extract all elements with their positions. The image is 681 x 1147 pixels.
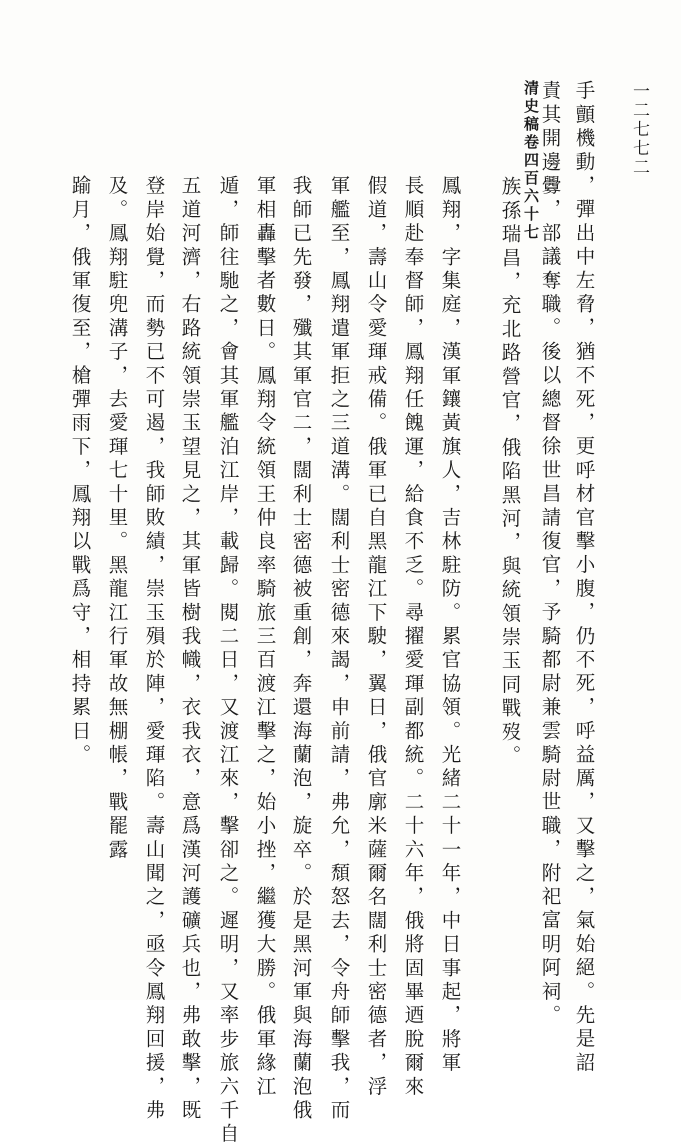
- text-column: 五道河濟，右路統領崇玉望見之，其軍皆樹我幟，衣我衣，意爲漢河護礦兵也，弗敢擊，既: [178, 175, 202, 1123]
- running-header: 清史稿卷四百六十七: [522, 80, 540, 242]
- text-column: 軍相轟擊者數日。鳳翔令統領王仲良率騎旅三百渡江擊之，始小挫，繼獲大勝。俄軍緣江: [253, 175, 277, 1100]
- text-column: 假道，壽山令愛琿戒備。俄軍已自黑龍江下駛，翼日，俄官廓米薩爾名闊利士密德者，浮: [364, 175, 388, 1100]
- text-column: 責其開邊釁，部議奪職。後以總督徐世昌請復官，予騎都尉兼雲騎尉世職，附祀富明阿祠。: [538, 80, 562, 1028]
- text-column: 登岸始覺，而勢已不可遏，我師敗績，崇玉殞於陣，愛琿陷。壽山聞之，亟令鳳翔回援，弗: [142, 175, 166, 1123]
- text-column: 我師已先發，殲其軍官二，闊利士密德被重創，奔還海蘭泡，旋卒。於是黑河軍與海蘭泡俄: [289, 175, 313, 1123]
- text-column: 遁，師往馳之，會其軍艦泊江岸，載歸。閱二日，又渡江來，擊卻之。遲明，又率步旅六千自: [216, 175, 240, 1147]
- text-column: 手顫機動，彈出中左脅，猶不死，更呼材官擊小腹，仍不死，呼益厲，又擊之，氣始絕。先是詔: [572, 80, 596, 1076]
- text-column: 踰月，俄軍復至，槍彈雨下，鳳翔以戰爲守，相持累日。: [68, 175, 92, 768]
- text-column: 軍艦至，鳳翔遣軍拒之三道溝。闊利士密德來謁，申前請，弗允，頹怒去，令舟師擊我，而: [327, 175, 351, 1123]
- text-column: 長順赴奉督師，鳳翔任餽運，給食不乏。尋擢愛琿副都統。二十六年，俄將固畢迺脫爾來: [401, 175, 425, 1100]
- page-number: 一二七七二: [629, 82, 649, 177]
- text-column: 鳳翔，字集庭，漢軍鑲黃旗人，吉林駐防。累官協領。光緒二十一年，中日事起，將軍: [438, 175, 462, 1076]
- text-column: 及。鳳翔駐兜溝子，去愛琿七十里。黑龍江行軍故無棚帳，戰罷露: [105, 175, 129, 863]
- text-column: 族孫瑞昌，充北路營官，俄陷黑河，與統領崇玉同戰歿。: [498, 176, 522, 769]
